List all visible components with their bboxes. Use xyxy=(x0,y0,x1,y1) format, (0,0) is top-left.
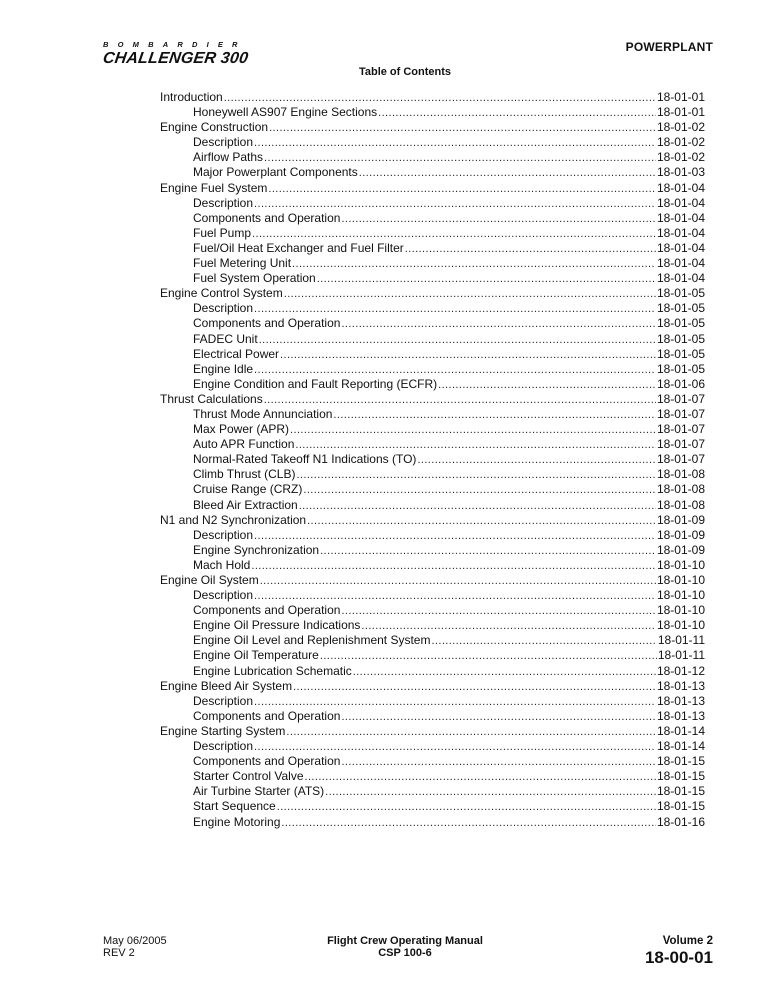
dot-leader xyxy=(251,559,656,574)
toc-entry-title: Description xyxy=(193,135,254,150)
toc-entry-title: Description xyxy=(193,195,254,210)
toc-subentry xyxy=(160,633,705,648)
toc-entry-page: 18-01-12 xyxy=(656,663,705,678)
toc-entry-title: Normal-Rated Takeoff N1 Indications (TO) xyxy=(193,452,417,467)
dot-leader xyxy=(320,649,657,664)
toc-subentry xyxy=(160,754,705,769)
dot-leader xyxy=(341,604,656,619)
toc-entry-page: 18-01-08 xyxy=(656,497,705,512)
toc-entry-page: 18-01-05 xyxy=(656,361,705,376)
dot-leader xyxy=(254,136,656,151)
toc-entry-page: 18-01-04 xyxy=(656,210,705,225)
toc-entry-page: 18-01-08 xyxy=(656,482,705,497)
dot-leader xyxy=(277,800,656,815)
dot-leader xyxy=(284,287,656,302)
toc-entry-page: 18-01-07 xyxy=(656,437,705,452)
toc-entry-page: 18-01-04 xyxy=(656,240,705,255)
toc-entry-title: Engine Oil Temperature xyxy=(193,648,319,663)
toc-entry-page: 18-01-07 xyxy=(656,391,705,406)
dot-leader xyxy=(254,529,656,544)
toc-subentry xyxy=(160,347,705,362)
dot-leader xyxy=(359,166,656,181)
toc-entry-page: 18-01-05 xyxy=(656,301,705,316)
toc-entry-title: Fuel System Operation xyxy=(193,271,316,286)
toc-subentry xyxy=(160,769,705,784)
toc-entry-title: N1 and N2 Synchronization xyxy=(160,512,307,527)
toc-subentry xyxy=(160,316,705,331)
toc-entry-title: Engine Starting System xyxy=(160,723,286,738)
dot-leader xyxy=(295,438,656,453)
toc-entry-title: Components and Operation xyxy=(193,754,341,769)
dot-leader xyxy=(254,740,656,755)
toc-entry-title: Introduction xyxy=(160,90,223,104)
toc-subentry xyxy=(160,452,705,467)
toc-subentry xyxy=(160,150,705,165)
toc-subentry xyxy=(160,784,705,799)
toc-subentry xyxy=(160,241,705,256)
toc-entry-title: Engine Idle xyxy=(193,361,254,376)
toc-subentry xyxy=(160,467,705,482)
dot-leader xyxy=(378,106,656,121)
toc-entry-page: 18-01-05 xyxy=(656,346,705,361)
dot-leader xyxy=(305,770,656,785)
toc-entry-page: 18-01-14 xyxy=(656,723,705,738)
toc-subentry xyxy=(160,498,705,513)
toc-subentry xyxy=(160,528,705,543)
toc-entry-title: Start Sequence xyxy=(193,799,276,814)
toc-entry-page: 18-01-02 xyxy=(656,135,705,150)
toc-entry-page: 18-01-04 xyxy=(656,225,705,240)
toc-entry-page: 18-01-05 xyxy=(656,331,705,346)
toc-entry-title: Description xyxy=(193,693,254,708)
brand-main-text: CHALLENGER 300 xyxy=(101,50,250,67)
toc-entry-page: 18-01-10 xyxy=(656,588,705,603)
toc-entry-title: Engine Oil Level and Replenishment System xyxy=(193,633,431,648)
toc-subentry xyxy=(160,815,705,830)
toc-entry-title: FADEC Unit xyxy=(193,331,258,346)
table-of-contents xyxy=(160,90,705,830)
toc-entry-title: Fuel Pump xyxy=(193,225,252,240)
dot-leader xyxy=(431,634,656,649)
footer-date: May 06/2005 xyxy=(103,935,167,947)
toc-entry-title: Mach Hold xyxy=(193,557,251,572)
dot-leader xyxy=(341,212,656,227)
toc-entry-page: 18-01-02 xyxy=(656,120,705,135)
toc-entry-page: 18-01-11 xyxy=(657,648,705,663)
toc-entry-page: 18-01-01 xyxy=(656,105,705,120)
dot-leader xyxy=(325,785,656,800)
toc-entry-page: 18-01-04 xyxy=(656,271,705,286)
toc-entry-page: 18-01-13 xyxy=(656,693,705,708)
toc-subentry xyxy=(160,709,705,724)
toc-entry xyxy=(160,90,705,105)
toc-entry-page: 18-01-03 xyxy=(656,165,705,180)
dot-leader xyxy=(296,468,655,483)
toc-subentry xyxy=(160,739,705,754)
toc-subentry xyxy=(160,377,705,392)
dot-leader xyxy=(260,574,656,589)
toc-entry-page: 18-01-14 xyxy=(656,739,705,754)
toc-entry xyxy=(160,573,705,588)
footer-right xyxy=(645,935,713,967)
dot-leader xyxy=(361,619,656,634)
dot-leader xyxy=(264,151,656,166)
toc-entry-title: Major Powerplant Components xyxy=(193,165,358,180)
dot-leader xyxy=(320,544,656,559)
dot-leader xyxy=(290,423,656,438)
dot-leader xyxy=(341,755,656,770)
toc-entry-page: 18-01-08 xyxy=(656,467,705,482)
toc-subentry xyxy=(160,543,705,558)
toc-subentry xyxy=(160,694,705,709)
toc-entry-title: Engine Bleed Air System xyxy=(160,678,293,693)
toc-entry-page: 18-01-10 xyxy=(656,603,705,618)
toc-subentry xyxy=(160,332,705,347)
dot-leader xyxy=(303,483,656,498)
dot-leader xyxy=(417,453,656,468)
toc-entry-title: Components and Operation xyxy=(193,708,341,723)
toc-subentry xyxy=(160,362,705,377)
toc-subentry xyxy=(160,648,705,663)
toc-entry-title: Airflow Paths xyxy=(193,150,264,165)
toc-entry-title: Engine Oil Pressure Indications xyxy=(193,618,361,633)
footer-manual-title: Flight Crew Operating Manual xyxy=(327,935,483,947)
toc-entry-page: 18-01-01 xyxy=(656,90,705,104)
toc-subentry xyxy=(160,437,705,452)
toc-entry-title: Bleed Air Extraction xyxy=(193,497,298,512)
toc-entry-page: 18-01-04 xyxy=(656,180,705,195)
dot-leader xyxy=(299,499,656,514)
toc-entry-title: Description xyxy=(193,588,254,603)
toc-entry xyxy=(160,392,705,407)
toc-entry-page: 18-01-15 xyxy=(656,769,705,784)
dot-leader xyxy=(269,121,656,136)
toc-entry-page: 18-01-09 xyxy=(656,527,705,542)
toc-entry-page: 18-01-10 xyxy=(656,618,705,633)
dot-leader xyxy=(264,393,656,408)
toc-entry-page: 18-01-04 xyxy=(656,195,705,210)
toc-entry-title: Components and Operation xyxy=(193,316,341,331)
toc-entry-page: 18-01-04 xyxy=(656,256,705,271)
footer-csp: CSP 100-6 xyxy=(378,947,432,959)
toc-entry-page: 18-01-07 xyxy=(656,422,705,437)
dot-leader xyxy=(281,816,656,831)
brand-top-text: BOMBARDIER xyxy=(103,40,247,49)
toc-entry-page: 18-01-11 xyxy=(657,633,705,648)
dot-leader xyxy=(341,317,656,332)
toc-subentry xyxy=(160,256,705,271)
bombardier-challenger-logo xyxy=(103,40,273,67)
dot-leader xyxy=(254,695,656,710)
dot-leader xyxy=(254,302,656,317)
toc-entry-title: Engine Lubrication Schematic xyxy=(193,663,352,678)
toc-subentry xyxy=(160,407,705,422)
toc-entry-title: Description xyxy=(193,527,254,542)
dot-leader xyxy=(292,257,656,272)
toc-subentry xyxy=(160,226,705,241)
toc-entry xyxy=(160,120,705,135)
toc-entry-title: Starter Control Valve xyxy=(193,769,304,784)
toc-entry-title: Engine Motoring xyxy=(193,814,281,829)
footer-volume: Volume 2 xyxy=(662,935,713,947)
toc-heading: Table of Contents xyxy=(358,66,452,78)
section-title: POWERPLANT xyxy=(625,40,713,54)
toc-subentry xyxy=(160,603,705,618)
toc-entry-page: 18-01-02 xyxy=(656,150,705,165)
dot-leader xyxy=(280,348,656,363)
toc-entry-page: 18-01-05 xyxy=(656,316,705,331)
toc-entry-title: Engine Oil System xyxy=(160,573,259,587)
footer-rev: REV 2 xyxy=(103,947,135,959)
dot-leader xyxy=(286,725,656,740)
toc-entry xyxy=(160,513,705,528)
toc-entry-title: Max Power (APR) xyxy=(193,422,290,437)
dot-leader xyxy=(293,680,656,695)
toc-entry-title: Engine Control System xyxy=(160,286,283,301)
dot-leader xyxy=(259,333,656,348)
toc-subentry xyxy=(160,558,705,573)
toc-entry-title: Climb Thrust (CLB) xyxy=(193,467,296,482)
toc-entry-title: Auto APR Function xyxy=(193,437,295,452)
footer-page-number: 18-00-01 xyxy=(644,948,713,967)
toc-entry-title: Engine Construction xyxy=(160,120,269,135)
toc-subentry xyxy=(160,422,705,437)
toc-entry-title: Fuel Metering Unit xyxy=(193,256,292,271)
toc-entry-title: Thrust Mode Annunciation xyxy=(193,406,333,421)
toc-entry-page: 18-01-05 xyxy=(656,286,705,301)
dot-leader xyxy=(254,197,656,212)
toc-entry-page: 18-01-15 xyxy=(656,754,705,769)
toc-entry-title: Engine Fuel System xyxy=(160,180,268,195)
toc-subentry xyxy=(160,588,705,603)
toc-subentry xyxy=(160,105,705,120)
dot-leader xyxy=(254,363,656,378)
toc-subentry xyxy=(160,211,705,226)
toc-entry-title: Engine Condition and Fault Reporting (ECFR) xyxy=(193,376,438,391)
toc-entry-page: 18-01-15 xyxy=(656,784,705,799)
dot-leader xyxy=(268,182,656,197)
toc-entry-title: Description xyxy=(193,301,254,316)
dot-leader xyxy=(341,710,656,725)
dot-leader xyxy=(333,408,656,423)
toc-entry xyxy=(160,724,705,739)
dot-leader xyxy=(307,514,656,529)
toc-entry-page: 18-01-13 xyxy=(656,678,705,693)
toc-entry xyxy=(160,679,705,694)
toc-entry-title: Honeywell AS907 Engine Sections xyxy=(193,105,378,120)
toc-entry-page: 18-01-10 xyxy=(656,573,705,587)
toc-subentry xyxy=(160,135,705,150)
toc-entry-page: 18-01-09 xyxy=(656,512,705,527)
toc-entry-page: 18-01-16 xyxy=(656,814,705,829)
dot-leader xyxy=(405,242,656,257)
toc-entry-page: 18-01-07 xyxy=(656,452,705,467)
toc-entry-page: 18-01-07 xyxy=(656,406,705,421)
toc-entry-title: Components and Operation xyxy=(193,210,341,225)
toc-entry-title: Engine Synchronization xyxy=(193,542,320,557)
toc-entry-page: 18-01-15 xyxy=(656,799,705,814)
toc-entry-page: 18-01-10 xyxy=(656,557,705,572)
toc-entry-page: 18-01-09 xyxy=(656,542,705,557)
toc-entry xyxy=(160,286,705,301)
dot-leader xyxy=(438,378,656,393)
dot-leader xyxy=(317,272,656,287)
toc-entry-title: Components and Operation xyxy=(193,603,341,618)
toc-entry-title: Air Turbine Starter (ATS) xyxy=(193,784,325,799)
toc-subentry xyxy=(160,618,705,633)
toc-subentry xyxy=(160,301,705,316)
dot-leader xyxy=(254,589,656,604)
toc-subentry xyxy=(160,271,705,286)
toc-entry-page: 18-01-06 xyxy=(656,376,705,391)
toc-subentry xyxy=(160,482,705,497)
toc-entry xyxy=(160,181,705,196)
toc-subentry xyxy=(160,664,705,679)
toc-entry-title: Cruise Range (CRZ) xyxy=(193,482,303,497)
dot-leader xyxy=(224,91,656,106)
dot-leader xyxy=(252,227,656,242)
toc-entry-page: 18-01-13 xyxy=(656,708,705,723)
toc-entry-title: Electrical Power xyxy=(193,346,280,361)
toc-entry-title: Fuel/Oil Heat Exchanger and Fuel Filter xyxy=(193,240,404,255)
toc-subentry xyxy=(160,196,705,211)
toc-entry-title: Description xyxy=(193,739,254,754)
dot-leader xyxy=(353,665,656,680)
toc-subentry xyxy=(160,165,705,180)
toc-subentry xyxy=(160,799,705,814)
toc-entry-title: Thrust Calculations xyxy=(160,391,263,406)
